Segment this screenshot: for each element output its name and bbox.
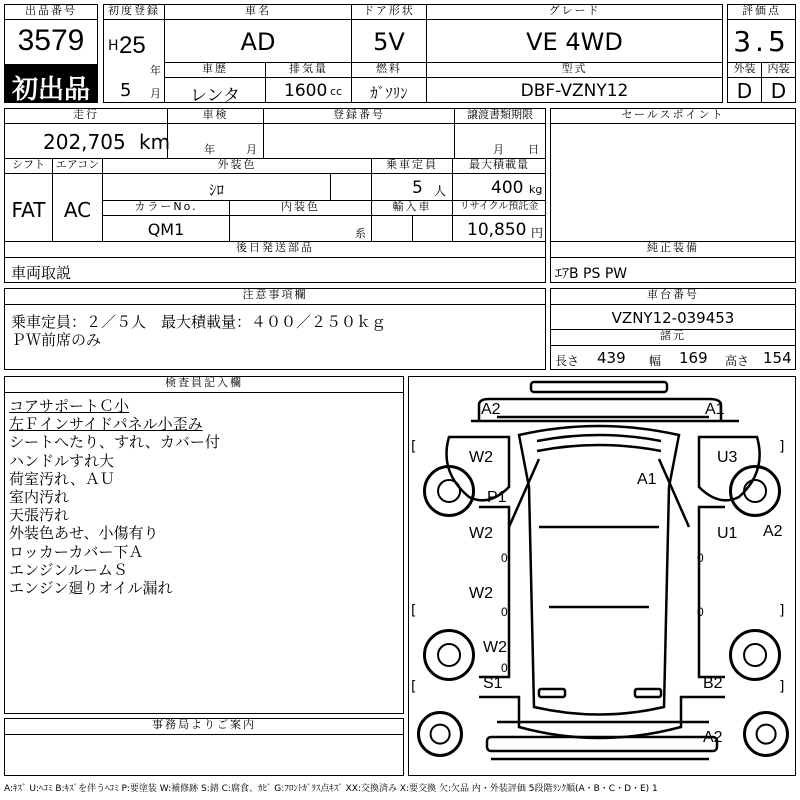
sales-point-cell	[550, 123, 796, 243]
ac-cell	[52, 173, 103, 242]
exterior-score: D	[736, 79, 753, 103]
grade-header: グレード	[426, 4, 723, 20]
mark-w2-1: W2	[469, 449, 493, 466]
inspector-line: 外装色あせ、小傷有り	[9, 524, 159, 543]
car-name-cell	[164, 19, 352, 63]
mark-a2-front-left: A2	[481, 401, 501, 418]
width-label: 幅	[649, 354, 662, 368]
damage-diagram	[408, 376, 796, 776]
caution-header: 注意事項欄	[4, 288, 546, 305]
history-cell	[164, 77, 266, 106]
bracket-right-mid: ]	[779, 603, 785, 619]
rear-outline-shape	[479, 697, 725, 738]
exterior-color-extra-cell	[330, 173, 372, 201]
inspector-line: シートへたり、すれ、カバー付	[9, 433, 220, 452]
mark-a2-right: A2	[763, 523, 783, 540]
mileage-unit: km	[139, 130, 171, 154]
month-unit: 月	[150, 87, 161, 100]
mileage-header: 走行	[4, 108, 168, 124]
inspector-line: 左Ｆインサイドパネル小歪み	[9, 415, 203, 434]
car-name: AD	[240, 28, 276, 56]
capacity: 5	[412, 178, 423, 198]
equipment-cell	[550, 257, 796, 283]
score-cell	[727, 19, 796, 63]
inspector-line: エンジン廻りオイル漏れ	[9, 579, 173, 597]
mark-s1: S1	[483, 675, 503, 692]
bracket-right-top: ]	[779, 439, 785, 455]
office-cell	[4, 734, 404, 776]
first-registration-cell	[103, 19, 165, 103]
ac-header: エアコン	[52, 158, 103, 174]
roof-outline-shape	[519, 426, 679, 715]
max-load-cell	[452, 173, 546, 201]
mileage: 202,705	[43, 130, 126, 154]
mark-w2-4: W2	[483, 639, 507, 656]
caution-line-1: 乗車定員：２／５人 最大積載量：４００／２５０ｋｇ	[11, 313, 387, 331]
bracket-right-bot: ]	[779, 679, 785, 695]
later-parts-cell	[4, 257, 546, 283]
length-value: 439	[597, 349, 626, 367]
import-header: 輸入車	[371, 200, 453, 216]
bracket-left-top: [	[411, 439, 417, 455]
spare-left	[417, 711, 463, 757]
interior-color-header: 内装色	[229, 200, 372, 216]
exterior-score-cell	[727, 77, 762, 103]
mark-w2-3: W2	[469, 585, 493, 602]
mark-b2: B2	[703, 675, 723, 692]
wheel-rear-left	[423, 629, 475, 681]
max-load-header: 最大積載量	[452, 158, 546, 174]
mark-zero-4: 0	[697, 605, 704, 619]
model: DBF-VZNY12	[520, 81, 629, 101]
car-outline-svg	[409, 377, 795, 775]
history: レンタ	[190, 86, 240, 106]
color-number-header: カラーNo.	[102, 200, 230, 216]
capacity-unit: 人	[434, 184, 447, 198]
door-cell	[351, 19, 427, 63]
score-header: 評価点	[727, 4, 796, 20]
interior-score: D	[770, 79, 787, 103]
mark-w2-2: W2	[469, 525, 493, 542]
history-header: 車歴	[164, 62, 266, 78]
displacement-cell	[265, 77, 352, 103]
door-type: 5V	[373, 28, 405, 56]
caution-line-2: ＰＷ前席のみ	[11, 331, 102, 349]
registration-month: 5	[120, 80, 132, 101]
fuel-cell	[351, 77, 427, 103]
height-value: 154	[763, 349, 792, 367]
inspector-header: 検査員記入欄	[4, 376, 404, 393]
front-bumper-shape	[531, 382, 667, 392]
mark-a1-front-right: A1	[705, 401, 725, 418]
wheel-front-right	[729, 465, 781, 517]
registration-year: 25	[119, 32, 146, 59]
shift-header: シフト	[4, 158, 53, 174]
capacity-header: 乗車定員	[371, 158, 453, 174]
height-label: 高さ	[725, 354, 750, 368]
later-parts-header: 後日発送部品	[4, 241, 546, 258]
exterior-color-header: 外装色	[102, 158, 372, 174]
inspection-cell	[167, 123, 264, 159]
specs-cell	[550, 345, 796, 370]
ac: AC	[63, 198, 92, 222]
recycle-unit: 円	[531, 226, 544, 240]
color-number: QM1	[147, 220, 185, 239]
first-registration-header: 初度登録	[103, 4, 165, 20]
mark-zero-2: 0	[697, 551, 704, 565]
caution-cell	[4, 304, 546, 370]
inspector-line: エンジンルームＳ	[9, 560, 128, 579]
car-name-header: 車名	[164, 4, 352, 20]
mark-zero-5: 0	[501, 661, 508, 675]
mark-zero-3: 0	[501, 605, 508, 619]
lot-number-header: 出品番号	[4, 4, 98, 20]
bracket-left-bot: [	[411, 679, 417, 695]
interior-color-cell	[229, 215, 372, 242]
exterior-score-header: 外装	[727, 62, 762, 78]
mark-p1: P1	[487, 489, 507, 506]
mark-a2-rear: A2	[703, 729, 723, 746]
lot-number: 3579	[17, 24, 85, 57]
fuel-header: 燃料	[351, 62, 427, 78]
year-unit: 年	[150, 64, 161, 77]
model-header: 型式	[426, 62, 723, 78]
sales-point-header: セールスポイント	[550, 108, 796, 124]
later-parts: 車両取説	[11, 264, 72, 282]
inspector-line: ハンドルすれ大	[9, 451, 115, 470]
displacement-header: 排気量	[265, 62, 352, 78]
inspector-line: ロッカーカバー下Ａ	[9, 542, 144, 561]
inspector-line: 荷室汚れ、ＡＵ	[9, 469, 115, 488]
transfer-deadline-cell	[454, 123, 546, 159]
displacement-unit: cc	[330, 85, 343, 98]
mark-u1: U1	[717, 525, 738, 542]
score: 3.5	[733, 25, 790, 58]
transfer-month-unit: 月	[493, 143, 504, 156]
grade-cell	[426, 19, 723, 63]
exterior-color-cell	[102, 173, 331, 201]
bracket-left-mid: [	[411, 603, 417, 619]
capacity-cell	[371, 173, 453, 201]
inspection-year-unit: 年	[204, 143, 215, 156]
transfer-day-unit: 日	[528, 143, 539, 156]
door-header: ドア形状	[351, 4, 427, 20]
recycle-header: リサイクル預託金	[452, 200, 546, 216]
mark-zero-1: 0	[501, 551, 508, 565]
chassis-cell	[550, 304, 796, 330]
specs-header: 諸元	[550, 329, 796, 346]
mark-u3: U3	[717, 449, 738, 466]
interior-score-header: 内装	[761, 62, 796, 78]
interior-color-unit: 系	[355, 227, 366, 240]
inspection-header: 車検	[167, 108, 264, 124]
mark-a1-roof: A1	[637, 471, 657, 488]
chassis-header: 車台番号	[550, 288, 796, 305]
wheel-rear-right	[729, 629, 781, 681]
color-number-cell	[102, 215, 230, 242]
lot-number-cell	[4, 19, 98, 65]
import-cell-a	[371, 215, 413, 242]
exterior-color: ｼﾛ	[208, 181, 224, 199]
recycle-fee: 10,850	[467, 220, 527, 240]
length-label: 長さ	[555, 354, 580, 368]
shift-cell	[4, 173, 53, 242]
interior-score-cell	[761, 77, 796, 103]
inspector-line: 天張汚れ	[9, 506, 70, 525]
model-cell	[426, 77, 723, 103]
legend-footer: A:ｷｽﾞ U:ﾍｺﾐ B:ｷｽﾞを伴うﾍｺﾐ P:要塗装 W:補修跡 S:錆 C:腐食、ｶﾋﾞ G:ﾌﾛﾝﾄｶﾞﾗｽ点ｷｽﾞ XX:交換済み X:要交換 欠:欠品 内・外装評価 5段階ﾗﾝｸ順(A・B・C・D・E) 1	[4, 784, 658, 794]
equipment-header: 純正装備	[550, 241, 796, 258]
import-cell-b	[412, 215, 453, 242]
displacement: 1600	[284, 81, 328, 101]
era-label: H	[108, 38, 119, 54]
max-load-unit: kg	[529, 183, 543, 196]
fuel: ｶﾞｿﾘﾝ	[370, 84, 408, 102]
transfer-deadline-header: 譲渡書類期限	[454, 108, 546, 124]
mileage-cell	[4, 123, 171, 159]
shift: FAT	[11, 198, 46, 222]
inspector-line: 室内汚れ	[9, 488, 70, 506]
recycle-cell	[452, 215, 546, 242]
registration-number-header: 登録番号	[263, 108, 455, 124]
max-load: 400	[491, 178, 524, 198]
first-listing-badge	[4, 64, 98, 103]
equipment: ｴｱB PS PW	[555, 266, 628, 282]
office-header: 事務局よりご案内	[4, 718, 404, 735]
grade: VE 4WD	[526, 28, 623, 56]
registration-number-cell	[263, 123, 455, 159]
inspector-line: コアサポートＣ小	[9, 397, 130, 415]
width-value: 169	[679, 349, 708, 367]
inspection-month-unit: 月	[246, 143, 257, 156]
spare-right	[743, 711, 789, 757]
first-listing-label: 初出品	[11, 75, 90, 105]
inspector-cell	[4, 392, 404, 714]
wheel-front-left	[423, 465, 475, 517]
chassis-number: VZNY12-039453	[611, 309, 735, 327]
